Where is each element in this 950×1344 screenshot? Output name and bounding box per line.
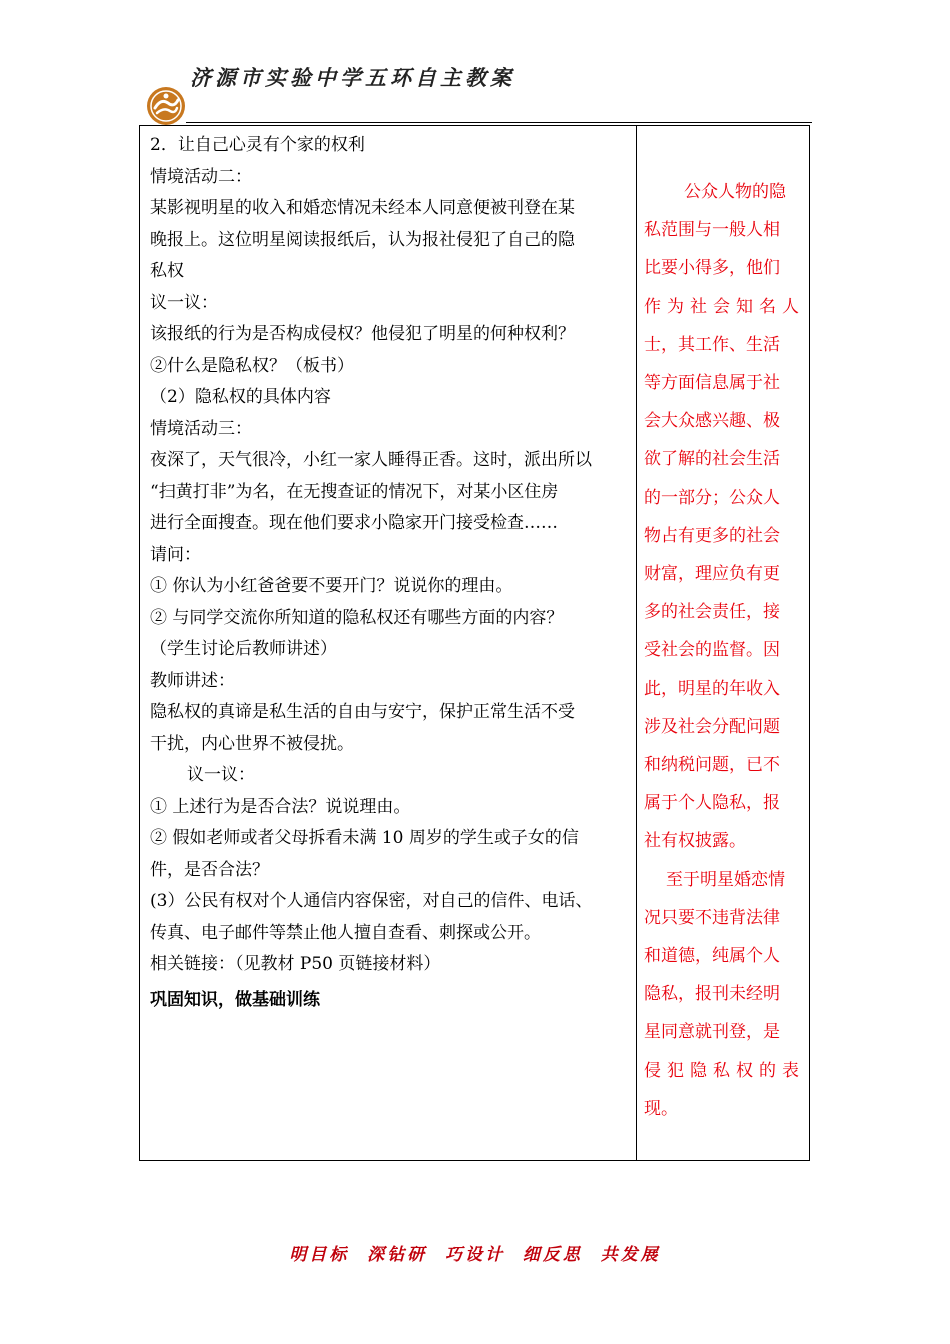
header-title: 济源市实验中学五环自主教案 [190,65,515,90]
note-line: 至于明星婚恋情 [666,869,785,890]
footer-motto: 明目标 深钻研 巧设计 细反思 共发展 [289,1245,661,1265]
note-line: 星同意就刊登，是 [644,1022,780,1043]
text-line: 教师讲述： [150,670,235,691]
note-line: 此，明星的年收入 [644,678,780,699]
note-line: 等方面信息属于社 [644,373,780,394]
text-line: 进行全面搜查。现在他们要求小隐家开门接受检查…… [150,513,558,533]
column-divider [636,126,637,1160]
text-line: ② 与同学交流你所知道的隐私权还有哪些方面的内容？ [150,607,564,628]
note-line: 受社会的监督。因 [644,640,780,661]
text-line: 请问： [150,544,201,565]
note-line: 况只要不违背法律 [644,907,780,928]
note-line: 侵犯隐私权的表 [644,1060,805,1081]
text-line: 私权 [150,261,184,281]
text-line: 相关链接：（见教材 P50 页链接材料） [150,954,441,974]
note-line: 财富，理应负有更 [644,564,780,585]
note-line: 隐私，报刊未经明 [644,984,780,1005]
note-line: 比要小得多，他们 [644,258,780,279]
text-line: 件，是否合法？ [150,859,269,880]
school-logo-icon [146,86,186,126]
text-line: (3）公民有权对个人通信内容保密，对自己的信件、电话、 [150,891,593,911]
text-line: 议一议： [187,765,255,785]
main-content [150,130,636,1016]
header-rule [186,122,812,123]
text-line: ② 假如老师或者父母拆看未满 10 周岁的学生或子女的信 [150,828,579,848]
text-line: 干扰，内心世界不被侵扰。 [150,733,354,754]
note-line: 士，其工作、生活 [644,334,780,355]
text-line: 情境活动二： [150,166,252,187]
text-line: （学生讨论后教师讲述） [150,639,337,659]
note-line: 现。 [644,1098,678,1119]
closing-heading: 巩固知识，做基础训练 [150,989,320,1010]
text-line: （2）隐私权的具体内容 [150,387,331,407]
text-line: 2．让自己心灵有个家的权利 [150,135,365,155]
text-line: 隐私权的真谛是私生活的自由与安宁，保护正常生活不受 [150,702,575,722]
text-line: “扫黄打非”为名，在无搜查证的情况下，对某小区住房 [150,481,559,502]
teacher-notes [644,173,804,1128]
page-header [140,58,810,126]
note-line: 私范围与一般人相 [644,220,780,241]
note-line: 涉及社会分配问题 [644,716,780,737]
text-line: 议一议： [150,292,218,313]
text-line: 晚报上。这位明星阅读报纸后，认为报社侵犯了自己的隐 [150,229,575,250]
note-line: 多的社会责任，接 [644,602,780,623]
text-line: 传真、电子邮件等禁止他人擅自查看、刺探或公开。 [150,922,541,943]
note-line: 公众人物的隐 [684,182,786,202]
text-line: 情境活动三： [150,418,252,439]
text-line: 夜深了，天气很冷，小红一家人睡得正香。这时，派出所以 [150,450,592,470]
note-line: 欲了解的社会生活 [644,449,780,470]
note-line: 和纳税问题，已不 [644,755,780,776]
note-line: 属于个人隐私，报 [644,793,780,814]
lesson-table [139,125,810,1161]
note-line: 社有权披露。 [644,831,746,852]
note-line: 和道德，纯属个人 [644,946,780,967]
note-line: 物占有更多的社会 [644,525,780,546]
note-line: 作为社会知名人 [644,296,805,317]
text-line: ① 上述行为是否合法？说说理由。 [150,796,411,817]
note-line: 的一部分；公众人 [644,487,780,508]
text-line: 某影视明星的收入和婚恋情况未经本人同意便被刊登在某 [150,198,575,218]
note-line: 会大众感兴趣、极 [644,411,780,432]
text-line: 该报纸的行为是否构成侵权？他侵犯了明星的何种权利？ [150,324,575,344]
text-line: ① 你认为小红爸爸要不要开门？说说你的理由。 [150,576,513,596]
text-line: ②什么是隐私权？（板书） [150,355,354,376]
